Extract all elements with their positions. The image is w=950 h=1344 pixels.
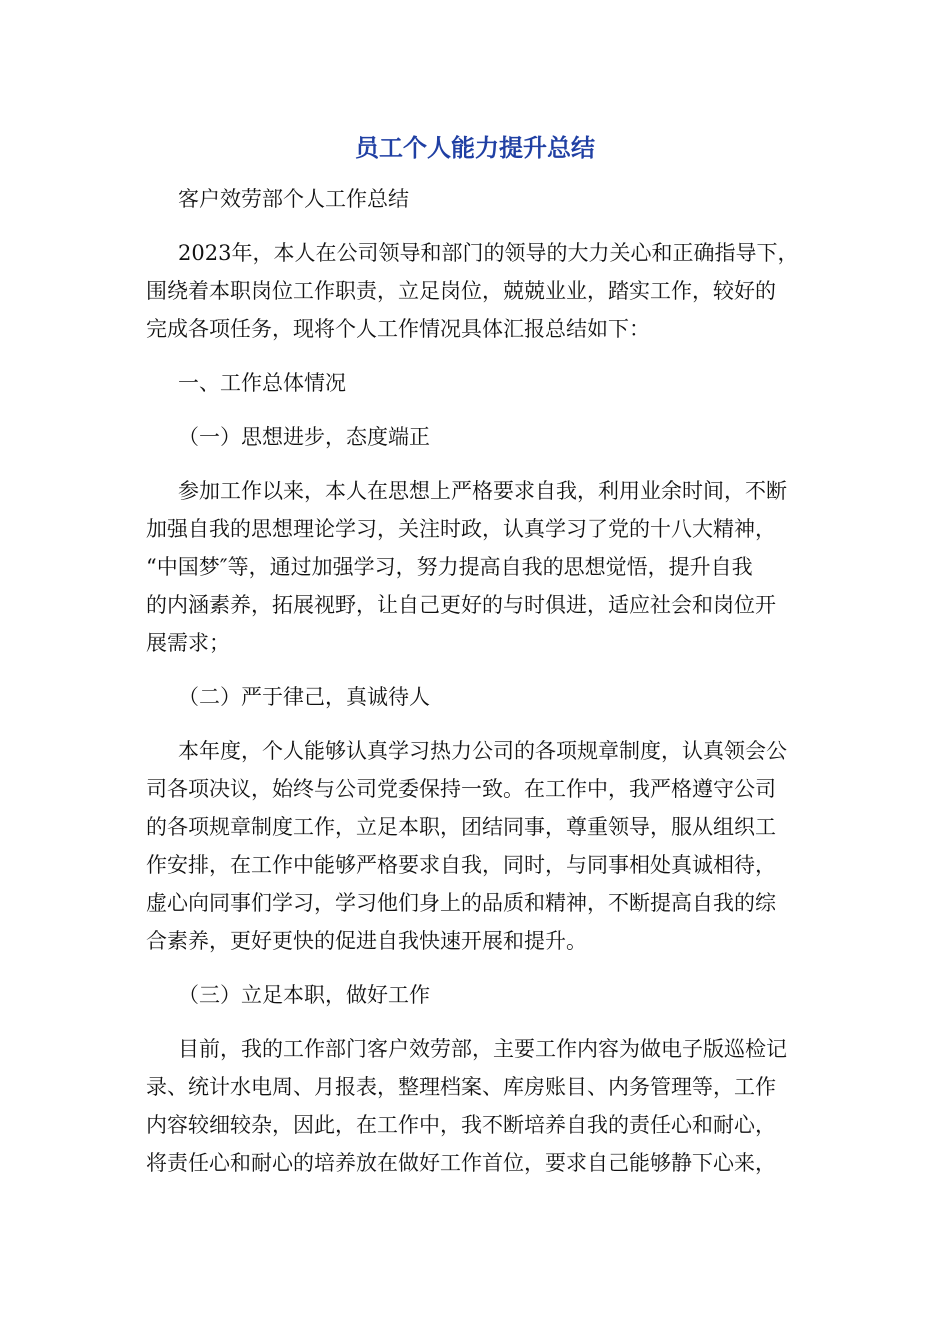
paragraph-line: “中国梦″等，通过加强学习，努力提高自我的思想觉悟，提升自我	[146, 555, 753, 579]
paragraph	[146, 732, 810, 960]
paragraph	[146, 364, 810, 402]
paragraph-line: 本年度，个人能够认真学习热力公司的各项规章制度，认真领会公	[178, 739, 787, 763]
paragraph-line: 录、统计水电周、月报表，整理档案、库房账目、内务管理等，工作	[146, 1075, 776, 1099]
paragraph	[146, 418, 810, 456]
paragraph-line: （三）立足本职，做好工作	[178, 983, 430, 1007]
paragraph-line: 将责任心和耐心的培养放在做好工作首位，要求自己能够静下心来，	[146, 1151, 776, 1175]
paragraph-line: （一）思想进步，态度端正	[178, 425, 430, 449]
paragraph-line: 内容较细较杂，因此，在工作中，我不断培养自我的责任心和耐心，	[146, 1113, 776, 1137]
paragraph-line: 加强自我的思想理论学习，关注时政，认真学习了党的十八大精神，	[146, 517, 776, 541]
paragraph	[146, 976, 810, 1014]
paragraph-line: 完成各项任务，现将个人工作情况具体汇报总结如下：	[146, 317, 650, 341]
paragraph	[146, 472, 810, 662]
paragraph-line: 展需求；	[146, 631, 230, 655]
paragraph-line: （二）严于律己，真诚待人	[178, 685, 430, 709]
paragraph-line: 2023年，本人在公司领导和部门的领导的大力关心和正确指导下，	[178, 241, 799, 265]
paragraph	[146, 180, 810, 218]
document-title: 员工个人能力提升总结	[355, 134, 595, 162]
paragraph	[146, 1030, 810, 1182]
paragraph-line: 参加工作以来，本人在思想上严格要求自我，利用业余时间，不断	[178, 479, 787, 503]
paragraph-line: 司各项决议，始终与公司党委保持一致。在工作中，我严格遵守公司	[146, 777, 776, 801]
paragraph-line: 的各项规章制度工作，立足本职，团结同事，尊重领导，服从组织工	[146, 815, 776, 839]
paragraph-line: 作安排，在工作中能够严格要求自我，同时，与同事相处真诚相待，	[146, 853, 776, 877]
paragraph-line: 客户效劳部个人工作总结	[178, 187, 409, 211]
paragraph-line: 围绕着本职岗位工作职责，立足岗位，兢兢业业，踏实工作，较好的	[146, 279, 776, 303]
paragraph-line: 一、工作总体情况	[178, 371, 346, 395]
document-body	[146, 180, 810, 1182]
paragraph-line: 的内涵素养，拓展视野，让自己更好的与时俱进，适应社会和岗位开	[146, 593, 776, 617]
paragraph	[146, 678, 810, 716]
paragraph	[146, 234, 810, 348]
paragraph-line: 目前，我的工作部门客户效劳部，主要工作内容为做电子版巡检记	[178, 1037, 787, 1061]
paragraph-line: 虚心向同事们学习，学习他们身上的品质和精神，不断提高自我的综	[146, 891, 776, 915]
paragraph-line: 合素养，更好更快的促进自我快速开展和提升。	[146, 929, 587, 953]
